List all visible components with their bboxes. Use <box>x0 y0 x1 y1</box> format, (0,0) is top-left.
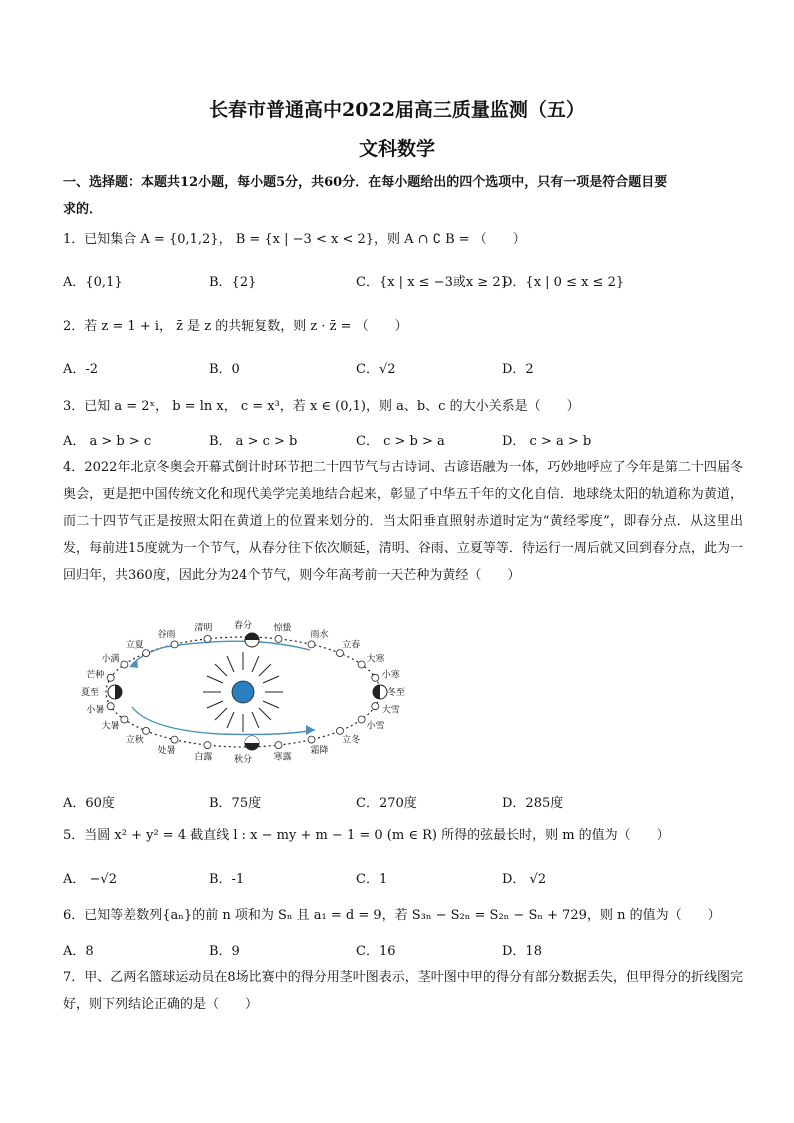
solar-term-dot <box>107 703 114 710</box>
solar-term-label: 寒露 <box>273 752 292 763</box>
solar-term-dot <box>358 716 365 723</box>
question-4: 4．2022年北京冬奥会开幕式倒计时环节把二十四节气与古诗词、古谚语融为一体，巧妙地呼应了今年是第二十四届冬奥会，更是把中国传统文化和现代美学完美地结合起来，彰显了中华五千年的文化自信．地球绕太阳的轨道称为黄道，而二十四节气正是按照太阳在黄道上的位置来划分的．当太阳垂直照射赤道时定为“黄经零度”，即春分点．从这里出发，每前进15度就为一个节气，从春分往下依次顺延，清明、谷雨、立夏等等．待运行一周后就又回到春分点，此为一回归年，共360度，因此分为24个节气，则今年高考前一天芒种为黄经（ ） <box>63 460 743 583</box>
solar-terms-diagram <box>70 612 430 792</box>
solar-term-dot <box>121 716 128 723</box>
solar-term-label: 秋分 <box>233 755 253 765</box>
q2-option-c: C．√2 <box>356 362 396 377</box>
solar-term-dot <box>308 736 315 743</box>
solar-term-label: 大雪 <box>381 705 400 716</box>
q1-option-d: D．{x | 0 ≤ x ≤ 2} <box>502 275 625 290</box>
solar-term-label: 白露 <box>194 752 213 763</box>
q2-option-a: A．-2 <box>63 362 99 377</box>
solar-term-label: 小满 <box>101 654 120 665</box>
solar-term-dot <box>275 635 282 642</box>
q5-option-d: D． √2 <box>502 872 547 887</box>
solar-term-dot <box>171 736 178 743</box>
solar-term-dot <box>336 727 343 734</box>
solar-term-label: 大暑 <box>101 721 120 732</box>
q3-option-c: C． c > b > a <box>356 434 445 449</box>
solar-term-dot <box>143 727 150 734</box>
q3-option-b: B． a > c > b <box>209 434 298 449</box>
q1-option-a: A．{0,1} <box>63 275 123 290</box>
solar-term-dot <box>372 703 379 710</box>
q1-option-b: B．{2} <box>209 275 257 290</box>
section-heading: 一、选择题：本题共12小题，每小题5分，共60分．在每小题给出的四个选项中，只有一项是符合题目要 <box>63 175 668 190</box>
section-heading-cont: 求的． <box>63 202 103 217</box>
question-7: 7．甲、乙两名篮球运动员在8场比赛中的得分用茎叶图表示，茎叶图中甲的得分有部分数据丢失，但甲得分的折线图完好，则下列结论正确的是（ ） <box>63 970 743 1012</box>
sun-icon <box>232 681 254 703</box>
solar-term-label: 立冬 <box>342 735 361 746</box>
q2-option-b: B．0 <box>209 362 240 377</box>
q5-option-b: B．-1 <box>209 872 245 887</box>
q4-option-b: B．75度 <box>209 796 262 811</box>
question-5: 5．当圆 x² + y² = 4 截直线 l : x − my + m − 1 = 0 (m ∈ R) 所得的弦最长时，则 m 的值为（ ） <box>63 828 670 843</box>
solar-term-dot <box>107 674 114 681</box>
solar-term-label: 立春 <box>342 640 361 651</box>
solar-term-label: 小暑 <box>86 705 105 716</box>
question-3: 3．已知 a = 2ˣ， b = ln x， c = x³，若 x ∈ (0,1)，则 a、b、c 的大小关系是（ ） <box>63 399 580 414</box>
question-6: 6．已知等差数列{aₙ}的前 n 项和为 Sₙ 且 a₁ = d = 9，若 S₃ₙ − S₂ₙ = S₂ₙ − Sₙ + 729，则 n 的值为（ ） <box>63 908 721 923</box>
solar-term-dot <box>204 742 211 749</box>
q6-option-c: C．16 <box>356 944 396 959</box>
q5-option-c: C．1 <box>356 872 388 887</box>
q6-option-d: D．18 <box>502 944 542 959</box>
solar-term-label: 清明 <box>194 623 213 634</box>
question-1: 1．已知集合 A = {0,1,2}， B = {x | −3 < x < 2}，则 A ∩ ∁ B = （ ） <box>63 232 526 247</box>
solar-term-dot <box>171 641 178 648</box>
solar-term-label: 立夏 <box>125 640 144 651</box>
q4-option-a: A．60度 <box>63 796 115 811</box>
solar-term-label: 立秋 <box>125 735 144 746</box>
solar-term-dot <box>308 641 315 648</box>
solar-term-label: 小雪 <box>366 721 385 732</box>
solar-term-label: 春分 <box>233 621 253 631</box>
page-title: 长春市普通高中2022届高三质量监测（五） <box>209 99 585 121</box>
q4-option-d: D．285度 <box>502 796 564 811</box>
solar-term-dot <box>143 650 150 657</box>
solar-term-dot <box>121 661 128 668</box>
q6-option-a: A．8 <box>63 944 94 959</box>
solar-term-dot <box>204 635 211 642</box>
question-2: 2．若 z = 1 + i， z̄ 是 z 的共轭复数，则 z · z̄ = （ ） <box>63 319 408 334</box>
q3-option-d: D． c > a > b <box>502 434 592 449</box>
solar-term-label: 大寒 <box>366 654 385 665</box>
solar-term-label: 谷雨 <box>157 630 176 640</box>
q3-option-a: A． a > b > c <box>63 434 152 449</box>
solar-term-label: 小寒 <box>381 670 400 681</box>
q1-option-c: C．{x | x ≤ −3或x ≥ 2} <box>356 275 509 290</box>
solar-term-dot <box>336 650 343 657</box>
solar-term-label: 霜降 <box>310 746 329 756</box>
q2-option-d: D．2 <box>502 362 534 377</box>
q5-option-a: A． −√2 <box>63 872 117 887</box>
solar-term-label: 雨水 <box>310 630 329 640</box>
solar-term-dot <box>275 742 282 749</box>
page-subtitle: 文科数学 <box>358 138 435 160</box>
solar-term-label: 芒种 <box>86 670 105 681</box>
solar-term-dot <box>372 674 379 681</box>
q4-option-c: C．270度 <box>356 796 417 811</box>
solar-term-dot <box>358 661 365 668</box>
solar-term-label: 惊蛰 <box>273 623 292 634</box>
solar-term-label: 处暑 <box>157 746 176 756</box>
solar-term-label: 冬至 <box>386 688 406 698</box>
q6-option-b: B．9 <box>209 944 240 959</box>
solar-term-label: 夏至 <box>80 688 100 698</box>
